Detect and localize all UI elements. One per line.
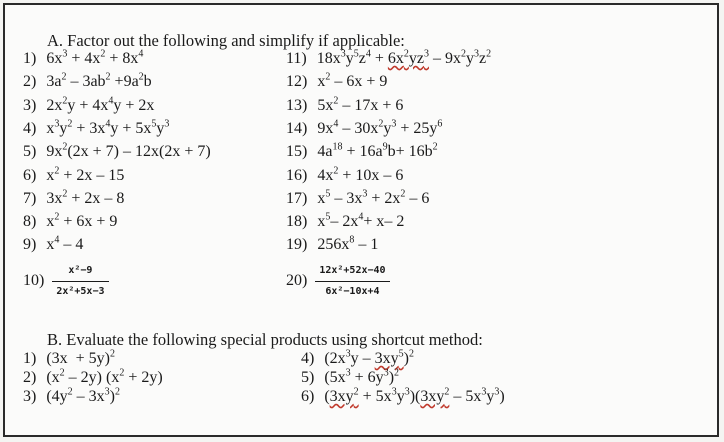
item-number: 16) [286, 166, 308, 184]
worksheet [3, 3, 719, 437]
section-a-item [23, 236, 83, 254]
fraction [52, 262, 108, 301]
item-number: 2) [23, 369, 37, 386]
item-number: 10) [23, 271, 45, 289]
section-a-item [23, 97, 154, 115]
item-number: 11) [286, 50, 307, 67]
expression: $4a^{18} + 16a^9b+ 16b^2$ [317, 141, 438, 161]
item-number: 14) [286, 119, 308, 137]
item-number: 3) [23, 388, 37, 405]
item-number: 4) [301, 350, 315, 367]
section-b-item [23, 369, 163, 387]
section-a-item [23, 50, 143, 68]
expression: $3a^2 - 3ab^2 +9a^2b$ [46, 71, 152, 91]
item-number: 4) [23, 119, 37, 137]
item-number: 7) [23, 189, 37, 207]
section-a-item [23, 213, 117, 231]
section-a-item [23, 143, 211, 161]
expression: $9x^2(2x + 7) - 12x(2x + 7)$ [46, 141, 211, 161]
section-a-item [286, 190, 429, 208]
item-number: 17) [286, 189, 308, 207]
item-number: 6) [23, 166, 37, 184]
expression: $(3x + 5y)^2$ [46, 348, 116, 367]
numerator: x²−9 [68, 264, 93, 276]
expression: $4x^2 + 10x - 6$ [317, 165, 404, 184]
item-number: 8) [23, 213, 37, 231]
expression: $(x^2 - 2y) (x^2 + 2y)$ [46, 367, 163, 386]
section-a-item [286, 73, 387, 91]
item-number: 1) [23, 350, 37, 367]
fraction [315, 262, 389, 301]
item-number: 13) [286, 96, 308, 114]
section-a-item [23, 73, 152, 91]
expression: $(3xy^2 + 5x^3y^3)(3xy^2 - 5x^3y^3)$ [324, 386, 505, 405]
section-b-title: B. Evaluate the following special products using shortcut method: [47, 330, 483, 349]
item-number: 19) [286, 236, 308, 254]
section-a-item [286, 120, 442, 138]
expression: $(2x^3y - 3xy^5)^2$ [324, 348, 414, 367]
expression: $9x^4 - 30x^2y^3 + 25y^6$ [317, 118, 443, 137]
expression: $x^2 - 6x + 9$ [317, 71, 388, 91]
section-a-item [286, 213, 404, 231]
expression: $(5x^3 + 6y^3)^2$ [324, 367, 400, 386]
section-a-item [23, 120, 169, 138]
expression: $(4y^2 - 3x^3)^2$ [46, 386, 120, 405]
expression: $18x^3y^5z^4 + 6x^2yz^3 - 9x^2y^3z^2$ [316, 48, 492, 67]
item-number: 15) [286, 143, 308, 161]
section-a-item [23, 262, 109, 301]
expression: $256x^8 - 1$ [317, 235, 379, 254]
section-a-item [286, 167, 403, 185]
item-number: 2) [23, 73, 37, 91]
expression: $x^5 - 3x^3 + 2x^2 - 6$ [317, 188, 430, 207]
expression: $x^2 + 6x + 9$ [46, 211, 118, 231]
expression: $x^4 - 4$ [46, 235, 84, 254]
expression: $6x^3 + 4x^2 + 8x^4$ [46, 48, 144, 67]
item-number: 5) [23, 143, 37, 161]
section-a-item [286, 97, 403, 115]
item-number: 3) [23, 96, 37, 114]
denominator: 6x²−10x+4 [325, 285, 380, 297]
section-b-item [301, 388, 505, 406]
expression: $x^3y^2 + 3x^4y + 5x^5y^3$ [46, 118, 170, 137]
section-b-item [23, 350, 115, 368]
item-number: 5) [301, 369, 315, 386]
section-a-item [23, 190, 124, 208]
section-a-item [286, 50, 491, 68]
section-b-item [23, 388, 120, 406]
section-a-item [286, 236, 378, 254]
section-b-item [301, 369, 399, 387]
expression: $x^2 + 2x - 15$ [46, 165, 125, 184]
section-a-item [286, 262, 390, 301]
item-number: 12) [286, 73, 308, 91]
item-number: 1) [23, 50, 37, 67]
section-b-item [301, 350, 414, 368]
item-number: 9) [23, 236, 37, 254]
expression: $5x^2 - 17x + 6$ [317, 95, 404, 114]
expression: $x^5-$ $2x^4+ x-$ 2 [317, 211, 405, 231]
section-a-item [286, 143, 438, 161]
item-number: 20) [286, 271, 308, 289]
section-a-item [23, 167, 124, 185]
section-a-title: A. Factor out the following and simplify if applicable: [47, 31, 405, 50]
item-number: 6) [301, 388, 315, 405]
item-number: 18) [286, 213, 308, 231]
expression: $3x^2 + 2x - 8$ [46, 188, 125, 207]
denominator: 2x²+5x−3 [56, 285, 105, 297]
numerator: 12x²+52x−40 [319, 264, 386, 276]
expression: $2x^2y + 4x^4y + 2x$ [46, 95, 155, 114]
